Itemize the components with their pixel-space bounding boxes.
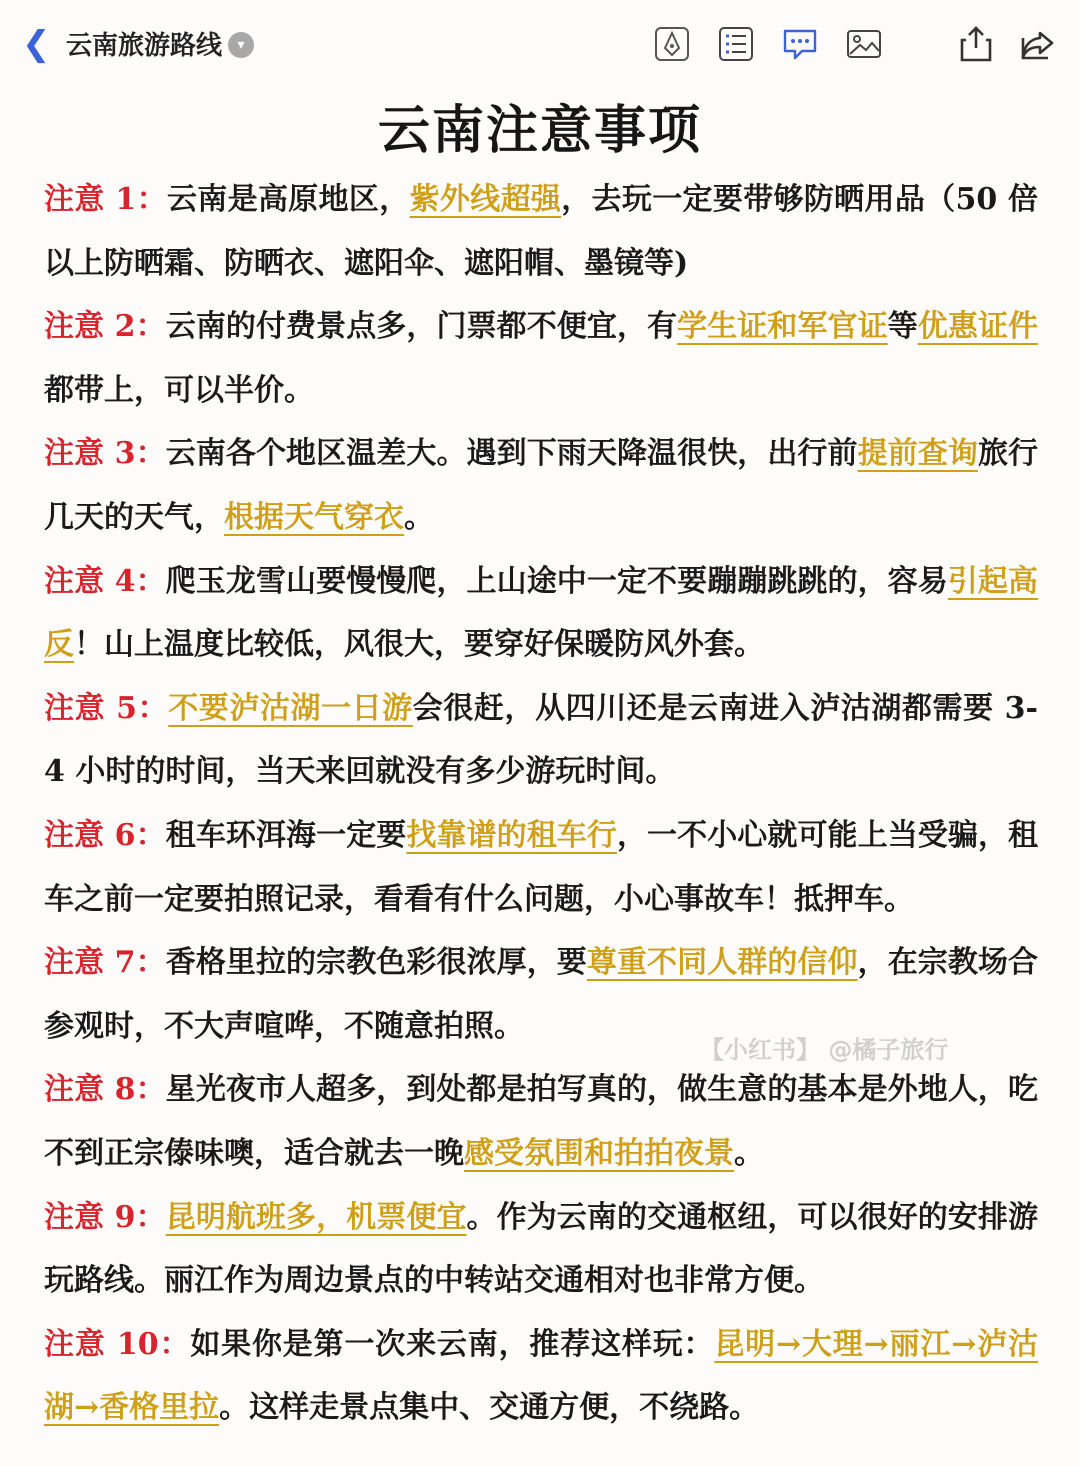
note-text: ，一不小心就可能上当受骗，租车之前一定要拍照记录，看看有什么问题，小心事故车！抵押车。 [44,817,1039,917]
highlight-text: 不要泸沽湖一日游 [168,690,413,726]
note-label: 注意 8： [44,1072,166,1108]
note-item [44,677,1038,804]
highlight-text: 感受氛围和拍拍夜景 [464,1135,734,1171]
note-item [44,1313,1038,1440]
note-text: 星光夜市人超多，到处都是拍写真的，做生意的基本是外地人，吃不到正宗傣味噢，适合就去一晚 [44,1072,1039,1171]
note-label: 注意 10： [44,1326,191,1362]
highlight-text: 紫外线超强 [409,182,562,217]
note-label: 注意 3： [44,436,166,472]
highlight-text: 昆明航班多，机票便宜 [165,1199,467,1235]
note-text: 云南的付费景点多，门票都不便宜，有 [165,309,678,345]
note-text: 如果你是第一次来云南，推荐这样玩： [190,1326,715,1362]
chevron-down-icon[interactable]: ▾ [228,32,254,58]
note-text: 旅行几天的天气， [44,436,1039,535]
note-label: 注意 5： [44,690,169,726]
note-text: 都带上，可以半价。 [44,372,314,408]
highlight-text: 学生证和军官证 [677,309,888,345]
highlight-text: 昆明→大理→丽江→泸沽湖→香格里拉 [44,1326,1038,1426]
highlight-text: 找靠谱的租车行 [406,817,617,853]
note-item [44,168,1038,295]
note-text: ，在宗教场合参观时，不大声喧哗，不随意拍照。 [44,945,1039,1044]
note-text: 。作为云南的交通枢纽，可以很好的安排游玩路线。丽江作为周边景点的中转站交通相对也非常方便。 [44,1199,1039,1299]
note-item [44,804,1038,931]
note-text: 会很赶，从四川还是云南进入泸沽湖都需要 3-4 小时的时间，当天来回就没有多少游玩时间。 [44,690,1038,790]
image-icon[interactable] [844,24,884,64]
document-title[interactable]: 云南旅游路线 [66,31,223,61]
notes-list [44,168,1038,1440]
note-text: 。 [404,499,434,535]
note-text: ，去玩一定要带够防晒用品（50 倍以上防晒霜、防晒衣、遮阳伞、遮阳帽、墨镜等) [44,182,1039,281]
note-text: 香格里拉的宗教色彩很浓厚，要 [165,945,587,981]
note-text: 。这样走景点集中、交通方便，不绕路。 [219,1390,760,1426]
watermark: 【小红书】 @橘子旅行 [700,1036,949,1064]
comment-icon[interactable] [780,24,820,64]
note-label: 注意 4： [44,563,166,599]
back-chevron-icon[interactable]: ❮ [22,24,51,64]
note-label: 注意 2： [44,309,166,345]
note-text: 云南是高原地区， [166,182,410,217]
note-item [44,1186,1038,1313]
forward-icon[interactable] [1018,24,1058,64]
note-label: 注意 9： [44,1199,166,1235]
top-toolbar [0,0,1080,90]
highlight-text: 优惠证件 [917,309,1039,345]
note-text: 等 [887,309,918,345]
highlight-text: 尊重不同人群的信仰 [586,945,858,981]
note-item [44,550,1038,677]
list-icon[interactable] [716,24,756,64]
note-text: ！山上温度比较低，风很大，要穿好保暖防风外套。 [74,627,764,663]
note-item [44,295,1038,422]
highlight-text: 提前查询 [857,436,978,472]
note-label: 注意 6： [44,817,166,853]
pen-icon[interactable] [652,24,692,64]
share-upload-icon[interactable] [956,24,996,64]
highlight-text: 根据天气穿衣 [224,499,404,535]
note-text: 租车环洱海一定要 [165,817,407,853]
note-text: 。 [734,1135,764,1171]
note-text: 爬玉龙雪山要慢慢爬，上山途中一定不要蹦蹦跳跳的，容易 [165,563,948,599]
note-label: 注意 1： [44,182,167,217]
note-item [44,422,1038,549]
note-item [44,1058,1038,1185]
highlight-text: 引起高反 [44,563,1039,663]
note-label: 注意 7： [44,945,166,981]
page-heading: 云南注意事项 [377,100,702,161]
note-text: 云南各个地区温差大。遇到下雨天降温很快，出行前 [165,436,858,472]
